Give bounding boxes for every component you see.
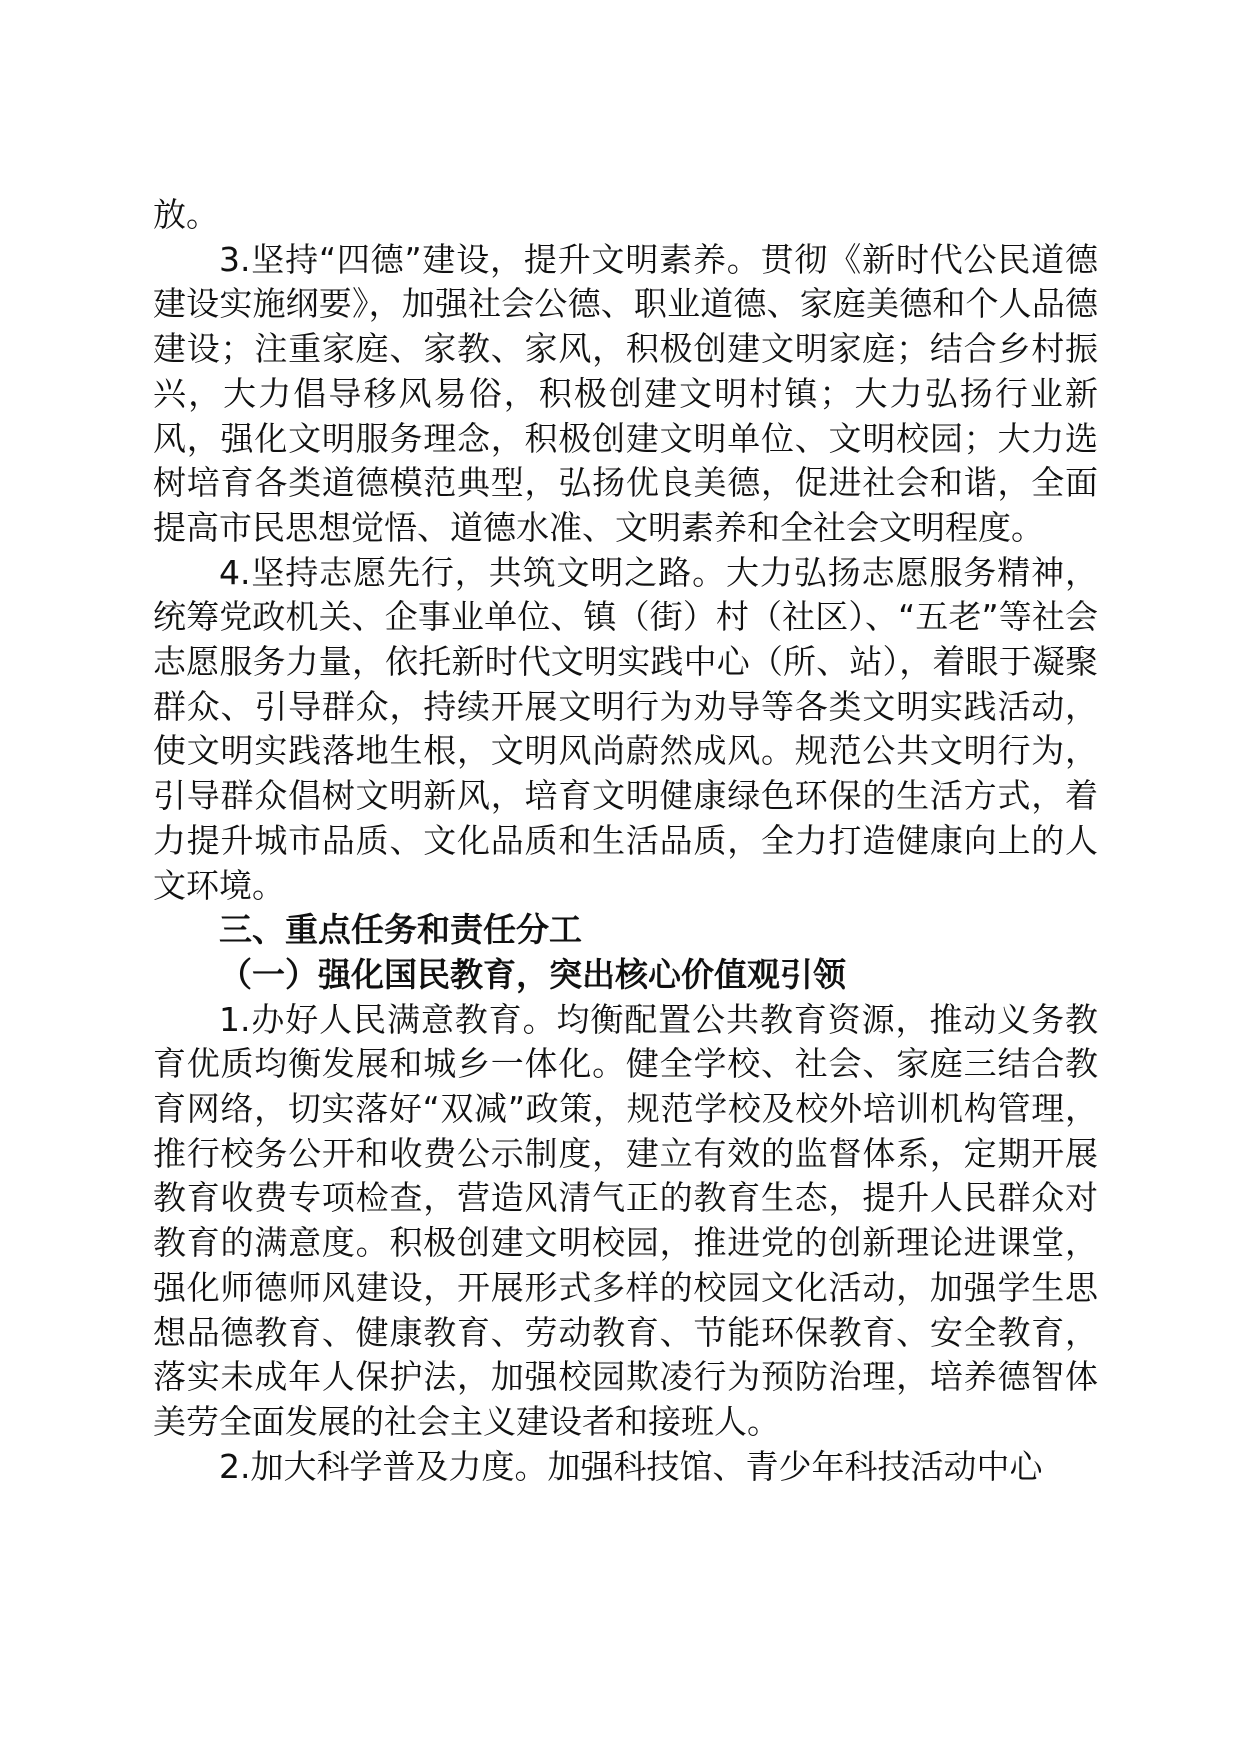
document-page (153, 193, 1098, 1489)
paragraph-volunteer: 4.坚持志愿先行，共筑文明之路。大力弘扬志愿服务精神，统筹党政机关、企事业单位、镇（街）村（社区）、“五老”等社会志愿服务力量，依托新时代文明实践中心（所、站），着眼于凝聚群众、引导群众，持续开展文明行为劝导等各类文明实践活动，使文明实践落地生根，文明风尚蔚然成风。规范公共文明行为，引导群众倡树文明新风，培育文明健康绿色环保的生活方式，着力提升城市品质、文化品质和生活品质，全力打造健康向上的人文环境。 (153, 552, 1098, 905)
paragraph-four-virtues: 3.坚持“四德”建设，提升文明素养。贯彻《新时代公民道德建设实施纲要》，加强社会公德、职业道德、家庭美德和个人品德建设；注重家庭、家教、家风，积极创建文明家庭；结合乡村振兴，大力倡导移风易俗，积极创建文明村镇；大力弘扬行业新风，强化文明服务理念，积极创建文明单位、文明校园；大力选树培育各类道德模范典型，弘扬优良美德，促进社会和谐，全面提高市民思想觉悟、道德水准、文明素养和全社会文明程度。 (153, 239, 1098, 547)
paragraph-education: 1.办好人民满意教育。均衡配置公共教育资源，推动义务教育优质均衡发展和城乡一体化。健全学校、社会、家庭三结合教育网络，切实落好“双减”政策，规范学校及校外培训机构管理，推行校务公开和收费公示制度，建立有效的监督体系，定期开展教育收费专项检查，营造风清气正的教育生态，提升人民群众对教育的满意度。积极创建文明校园，推进党的创新理论进课堂，强化师德师风建设，开展形式多样的校园文化活动，加强学生思想品德教育、健康教育、劳动教育、节能环保教育、安全教育，落实未成年人保护法，加强校园欺凌行为预防治理，培养德智体美劳全面发展的社会主义建设者和接班人。 (153, 999, 1098, 1441)
paragraph-continuation: 放。 (153, 195, 219, 234)
subsection-heading: （一）强化国民教育，突出核心价值观引领 (219, 954, 846, 994)
section-heading: 三、重点任务和责任分工 (219, 910, 582, 950)
paragraph-science: 2.加大科学普及力度。加强科技馆、青少年科技活动中心 (219, 1446, 1043, 1486)
